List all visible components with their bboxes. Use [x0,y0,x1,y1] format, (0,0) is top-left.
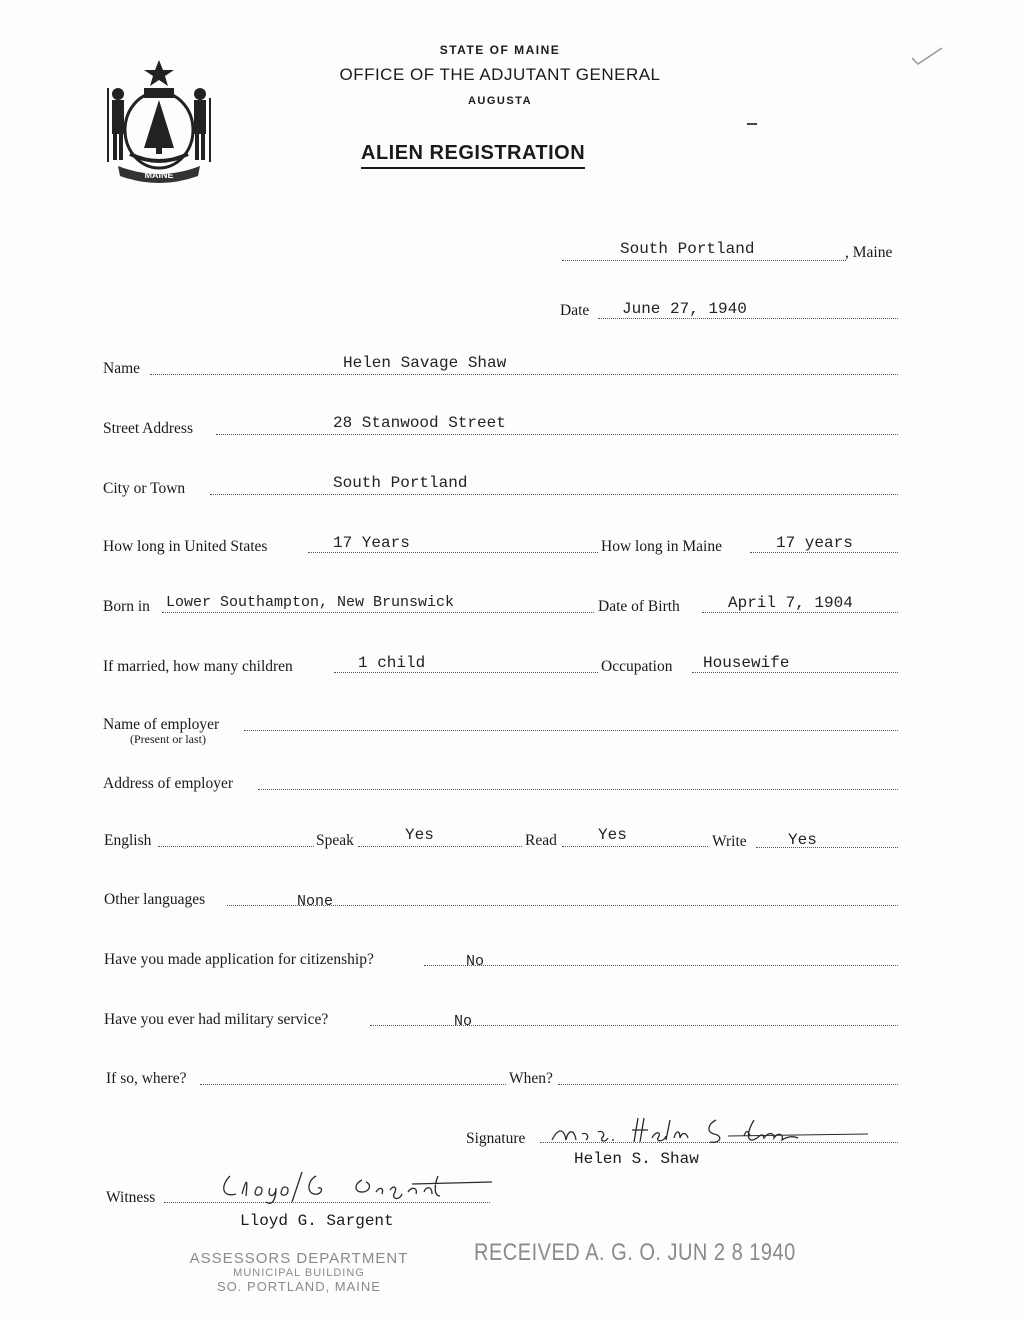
location-suffix: , Maine [845,244,893,261]
when-field[interactable] [558,1068,898,1085]
witness-signature [212,1166,532,1206]
write-value: Yes [788,831,817,849]
citizenship-value: No [466,953,485,970]
english-field [158,830,314,847]
employer-address-label: Address of employer [103,775,233,792]
dob-label: Date of Birth [598,598,680,615]
us-duration-label: How long in United States [103,538,268,555]
stamp-line-1: ASSESSORS DEPARTMENT [189,1250,409,1267]
header-state: STATE OF MAINE [439,43,561,57]
citizenship-field[interactable] [424,949,898,966]
city-field[interactable] [210,478,898,495]
other-languages-value: None [297,893,334,910]
date-value: June 27, 1940 [622,300,747,318]
street-value: 28 Stanwood Street [333,414,506,432]
stamp-line-3: SO. PORTLAND, MAINE [217,1279,381,1294]
military-label: Have you ever had military service? [104,1011,329,1028]
other-languages-label: Other languages [104,891,206,908]
maine-duration-value: 17 years [776,534,853,552]
military-value: No [454,1013,473,1030]
occupation-value: Housewife [703,654,790,672]
witness-typed: Lloyd G. Sargent [240,1212,394,1230]
where-field[interactable] [200,1068,506,1085]
assessors-stamp [174,1250,424,1294]
read-label: Read [525,832,557,849]
stray-mark [747,123,757,125]
read-field[interactable] [562,830,708,847]
name-label: Name [103,360,141,377]
stamp-line-2: MUNICIPAL BUILDING [233,1267,365,1279]
header-office: OFFICE OF THE ADJUTANT GENERAL [339,65,661,84]
english-label: English [104,832,152,849]
employer-sublabel: (Present or last) [130,732,206,746]
where-label: If so, where? [106,1070,187,1087]
city-value: South Portland [333,474,468,492]
dob-value: April 7, 1904 [728,594,853,612]
born-label: Born in [103,598,150,615]
when-label: When? [509,1070,553,1087]
us-duration-value: 17 Years [333,534,410,552]
city-label: City or Town [103,480,186,497]
maine-duration-label: How long in Maine [601,538,722,555]
header-city: AUGUSTA [467,95,533,107]
employer-address-field[interactable] [258,773,898,790]
signature-typed: Helen S. Shaw [574,1150,699,1168]
applicant-signature [548,1110,888,1150]
date-label: Date [560,302,590,319]
military-field[interactable] [370,1009,898,1026]
witness-label: Witness [106,1189,156,1206]
street-label: Street Address [103,420,193,437]
employer-field[interactable] [244,714,898,731]
children-value: 1 child [358,654,426,672]
seal-banner-text: MAINE [144,170,174,180]
read-value: Yes [598,826,627,844]
name-value: Helen Savage Shaw [343,354,507,372]
children-label: If married, how many children [103,658,293,675]
write-field[interactable] [756,831,898,848]
signature-label: Signature [466,1130,526,1147]
write-label: Write [712,833,747,850]
street-field[interactable] [216,418,898,435]
received-stamp: RECEIVED A. G. O. JUN 2 8 1940 [474,1239,796,1267]
born-value: Lower Southampton, New Brunswick [166,594,455,611]
employer-label: Name of employer [103,716,220,733]
occupation-label: Occupation [601,658,673,675]
citizenship-label: Have you made application for citizenship? [104,951,374,968]
location-value: South Portland [620,240,755,258]
form-title: ALIEN REGISTRATION [361,142,585,169]
speak-value: Yes [405,826,434,844]
speak-field[interactable] [358,830,522,847]
name-field[interactable] [150,358,898,375]
speak-label: Speak [316,832,354,849]
